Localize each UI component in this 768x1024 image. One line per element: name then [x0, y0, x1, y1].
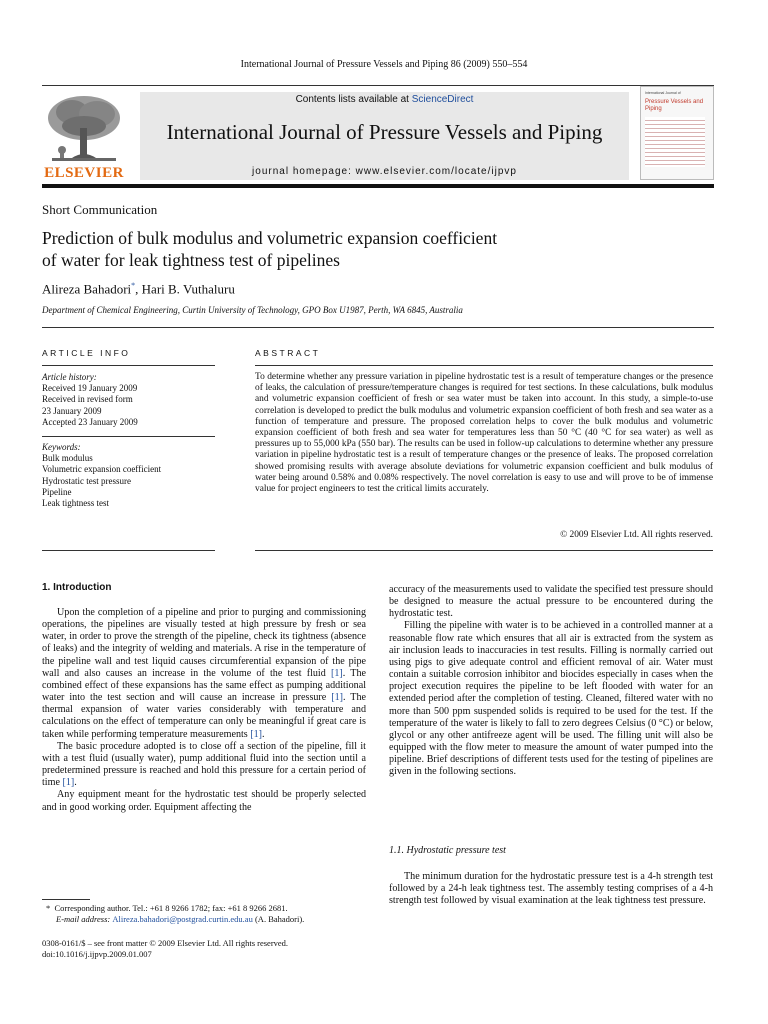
- cover-title: Pressure Vessels and Piping: [645, 99, 704, 112]
- contents-prefix: Contents lists available at: [295, 94, 412, 105]
- history-item: Accepted 23 January 2009: [42, 416, 138, 427]
- front-matter: [42, 938, 372, 959]
- hydrostatic-test-paragraph: [389, 871, 713, 907]
- keyword: Leak tightness test: [42, 498, 109, 509]
- sciencedirect-link[interactable]: ScienceDirect: [411, 94, 474, 105]
- text-run: .: [74, 777, 77, 789]
- corresponding-author-note: [46, 903, 376, 914]
- email-line: [46, 914, 376, 925]
- corresponding-text: Corresponding author. Tel.: +61 8 9266 1782; fax: +61 8 9266 2681.: [54, 903, 288, 913]
- title-line-2: of water for leak tightness test of pipelines: [42, 250, 340, 270]
- header-bottom-rule: [42, 184, 714, 188]
- intro-paragraph-1: [42, 607, 366, 741]
- keyword: Pipeline: [42, 486, 72, 497]
- history-item: Received in revised form: [42, 394, 133, 405]
- article-history: [42, 372, 215, 428]
- header-top-rule: [42, 85, 714, 86]
- text-run: . The combined effect of these expansions has the same effect as pumping additional water into the test section and will cause an increase in pressure: [42, 667, 366, 704]
- running-citation: International Journal of Pressure Vessels and Piping 86 (2009) 550–554: [240, 59, 528, 70]
- article-info-bottom-rule: [42, 550, 215, 551]
- keyword: Volumetric expansion coefficient: [42, 464, 162, 475]
- keywords-label: Keywords:: [42, 442, 81, 452]
- journal-title: International Journal of Pressure Vessels and Piping: [166, 120, 603, 144]
- contents-availability: [140, 94, 629, 105]
- history-item: 23 January 2009: [42, 405, 102, 416]
- citation-ref-1[interactable]: [1]: [330, 667, 343, 679]
- history-item: Received 19 January 2009: [42, 383, 138, 394]
- journal-cover-thumbnail: [640, 86, 714, 180]
- footnote-mark: *: [46, 903, 51, 913]
- affiliation: Department of Chemical Engineering, Curtin University of Technology, GPO Box U1987, Perth, WA 6845, Australia: [42, 305, 463, 315]
- abstract-text: To determine whether any pressure variation in pipeline hydrostatic test is a result of temperature changes or the presence of leaks, the calculation of pressure/temperature changes is required for test sections. In these calculations, bulk modulus and volumetric expansion coefficient of fresh or sea water must be taken into account. In this study, a simple-to-use correlation is developed to predict the bulk modulus and volumetric expansion coefficient of both fresh and sea water as a function of temperature and pressure. The proposed correlation helps to cover the bulk modulus and volumetric expansion coefficient of both fresh and sea water for temperatures less than 50 °C (40 °C for sea water) as well as pressures up to 55,000 kPa (550 bar). The results can be used in follow-up calculations to determine whether any pressure variation in pipeline hydrostatic test is a result of temperature changes or the presence of leaks. The proposed correlation showed promising results with average absolute deviations for volumetric expansion coefficient and bulk modulus of water being around 0.58% and 0.08% respectively. The novel correlation is easy to use and will prove to be of immense value for project engineers to test the critical limits accurately.: [255, 372, 713, 495]
- author-1: Alireza Bahadori: [42, 281, 132, 297]
- citation-ref-1[interactable]: [1]: [331, 692, 344, 704]
- citation-ref-1[interactable]: [1]: [62, 777, 75, 789]
- intro-paragraph-3: Any equipment meant for the hydrostatic test should be properly selected and in good working order. Equipment affecting the: [42, 789, 366, 813]
- abstract-heading: ABSTRACT: [255, 348, 321, 358]
- footnote-corresponding: [46, 903, 376, 924]
- abstract-rule: [255, 365, 713, 366]
- introduction-heading: 1. Introduction: [42, 582, 112, 593]
- keywords-rule: [42, 436, 215, 437]
- intro-paragraph-3-cont: accuracy of the measurements used to validate the specified test pressure should be designed to measure the actual pressure to be encountered during the hydrostatic test.: [389, 584, 713, 620]
- abstract-bottom-rule: [255, 550, 713, 551]
- intro-paragraph-4: Filling the pipeline with water is to be achieved in a controlled manner at a reasonable flow rate which ensures that all air is extracted from the system as air inclusion leads to inaccuracies in test results. Filling is normally carried out using pigs to give adequate control and efficient removal of air. Water must contain a suitable corrosion inhibitor and biocides especially in cases when the project execution requires the pipeline to be left flooded with water for an extended period after the completion of testing. Cleaned, filtered water with no more than 500 ppm suspended solids is required to be used for the test. If the temperature of the water is likely to fall to zero degrees Celsius (0 °C) or below, glycol or any other antifreeze agent will be used. The filling unit will also be equipped with the flow meter to measure the amount of water pumped into the pipeline. Brief descriptions of different tests used for the testing of pipelines are given in the following sections.: [389, 620, 713, 778]
- keyword: Hydrostatic test pressure: [42, 475, 131, 486]
- text-run: . The thermal expansion of water varies considerably with temperature and calculations on the effect of temperature can only be meaningful if great care is taken while performing temperature measurements: [42, 692, 366, 740]
- hydrostatic-paragraph: The minimum duration for the hydrostatic pressure test is a 4-h strength test followed by a 24-h leak tightness test. The assembly testing comprises of a 4-h strength test followed by visual examination at the leak tightness test pressure.: [389, 871, 713, 907]
- elsevier-tree-logo: [42, 92, 126, 166]
- article-type: Short Communication: [42, 202, 158, 217]
- left-column: [42, 607, 366, 814]
- doi[interactable]: doi:10.1016/j.ijpvp.2009.01.007: [42, 948, 152, 959]
- article-title: [42, 227, 642, 271]
- article-info-rule: [42, 365, 215, 366]
- copyright: © 2009 Elsevier Ltd. All rights reserved.: [560, 530, 713, 540]
- text-run: The basic procedure adopted is to close off a section of the pipeline, fill it with a test fluid (usually water), pump additional fluid into the section until a predetermined pressure is reached and hold this pressure for a certain period of time: [42, 740, 366, 789]
- article-info-heading: ARTICLE INFO: [42, 348, 131, 358]
- email-suffix: (A. Bahadori).: [252, 913, 305, 924]
- author-list: [42, 281, 235, 297]
- corresponding-author-mark[interactable]: *: [131, 281, 136, 290]
- affiliation-rule: [42, 327, 714, 328]
- front-matter-line: 0308-0161/$ – see front matter © 2009 Elsevier Ltd. All rights reserved.: [42, 938, 289, 948]
- journal-homepage[interactable]: journal homepage: www.elsevier.com/locate/ijpvp: [252, 166, 517, 177]
- email-link[interactable]: Alireza.bahadori@postgrad.curtin.edu.au: [112, 913, 253, 924]
- text-run: Upon the completion of a pipeline and prior to purging and commissioning operations, the pipelines are visually tested at high pressure by fresh or sea water, in order to prove the strength of the pipeline, check its tightness (absence of leaks) and the integrity of welding and materials. A rise in the temperature of the pipeline wall and test liquid causes circumferential expansion of the pipe wall and also causes an increase in the volume of the test fluid: [42, 607, 366, 679]
- intro-paragraph-2: [42, 741, 366, 790]
- citation-ref-1[interactable]: [1]: [250, 728, 263, 740]
- cover-contents-lines: [645, 117, 705, 167]
- keyword: Bulk modulus: [42, 453, 93, 464]
- subsection-heading: 1.1. Hydrostatic pressure test: [389, 845, 506, 856]
- footnote-rule: [42, 899, 90, 900]
- title-line-1: Prediction of bulk modulus and volumetric expansion coefficient: [42, 228, 498, 248]
- text-run: .: [262, 728, 265, 740]
- email-label: E-mail address:: [56, 913, 113, 924]
- keywords: [42, 442, 215, 509]
- history-label: Article history:: [42, 372, 97, 382]
- elsevier-wordmark: ELSEVIER: [44, 165, 124, 181]
- author-2: , Hari B. Vuthaluru: [135, 281, 235, 297]
- right-column: [389, 584, 713, 779]
- cover-journal-small: International Journal of: [645, 91, 681, 95]
